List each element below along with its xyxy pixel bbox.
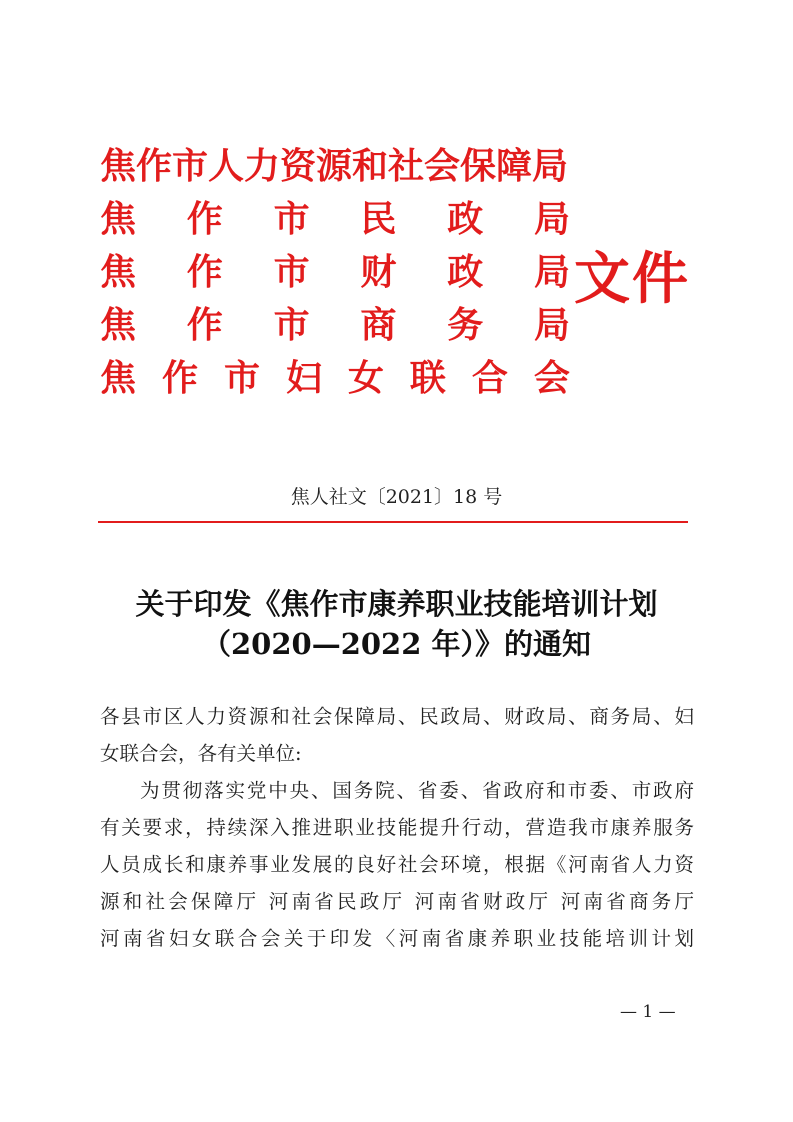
issuer-char: 局	[533, 198, 570, 240]
issuer-char: 联	[409, 357, 446, 399]
addressee-line: 女联合会，各有关单位:	[100, 742, 302, 765]
paragraph-line: 河南省妇女联合会关于印发〈河南省康养职业技能培训计划	[100, 927, 694, 950]
issuer-char: 焦	[100, 357, 137, 399]
issuer-name: 焦作市人力资源和社会保障局	[100, 145, 569, 187]
issuer-hrss-bureau	[100, 140, 570, 193]
issuer-char: 民	[360, 198, 397, 240]
document-type-label: 文件	[574, 246, 690, 312]
paragraph-line: 源和社会保障厅 河南省民政厅 河南省财政厅 河南省商务厅	[100, 890, 694, 913]
issuer-char: 合	[471, 357, 508, 399]
document-title-line1: 关于印发《焦作市康养职业技能培训计划	[135, 587, 658, 621]
issuer-char: 市	[273, 304, 310, 346]
issuer-char: 作	[186, 198, 223, 240]
addressee-line: 各县市区人力资源和社会保障局、民政局、财政局、商务局、妇	[100, 705, 694, 728]
paragraph-line: 为贯彻落实党中央、国务院、省委、省政府和市委、市政府	[140, 779, 694, 802]
issuer-char: 政	[447, 251, 484, 293]
issuer-char: 焦	[100, 251, 137, 293]
issuing-authorities	[100, 140, 570, 405]
issuer-char: 女	[347, 357, 384, 399]
issuer-char: 财	[360, 251, 397, 293]
issuer-civil-affairs-bureau	[100, 193, 570, 246]
red-divider-line	[98, 521, 688, 523]
issuer-char: 商	[360, 304, 397, 346]
issuer-char: 作	[186, 251, 223, 293]
issuer-char: 焦	[100, 304, 137, 346]
issuer-char: 政	[447, 198, 484, 240]
issuer-char: 焦	[100, 198, 137, 240]
issuer-womens-federation	[100, 352, 570, 405]
paragraph-line: 有关要求，持续深入推进职业技能提升行动，营造我市康养服务	[100, 816, 694, 839]
issuer-char: 妇	[285, 357, 322, 399]
document-body	[100, 698, 694, 957]
issuer-char: 市	[273, 251, 310, 293]
document-title-line2: （2020—2022 年）》的通知	[201, 627, 592, 661]
issuer-char: 务	[447, 304, 484, 346]
issuer-finance-bureau	[100, 246, 570, 299]
issuer-char: 作	[186, 304, 223, 346]
issuer-char: 市	[273, 198, 310, 240]
issuer-commerce-bureau	[100, 299, 570, 352]
page-number: — 1 —	[620, 1002, 676, 1022]
document-number: 焦人社文〔2021〕18 号	[290, 486, 503, 508]
paragraph-line: 人员成长和康养事业发展的良好社会环境，根据《河南省人力资	[100, 853, 694, 876]
issuer-char: 市	[223, 357, 260, 399]
issuer-char: 局	[533, 251, 570, 293]
issuer-char: 作	[161, 357, 198, 399]
issuer-char: 会	[533, 357, 570, 399]
issuer-char: 局	[533, 304, 570, 346]
